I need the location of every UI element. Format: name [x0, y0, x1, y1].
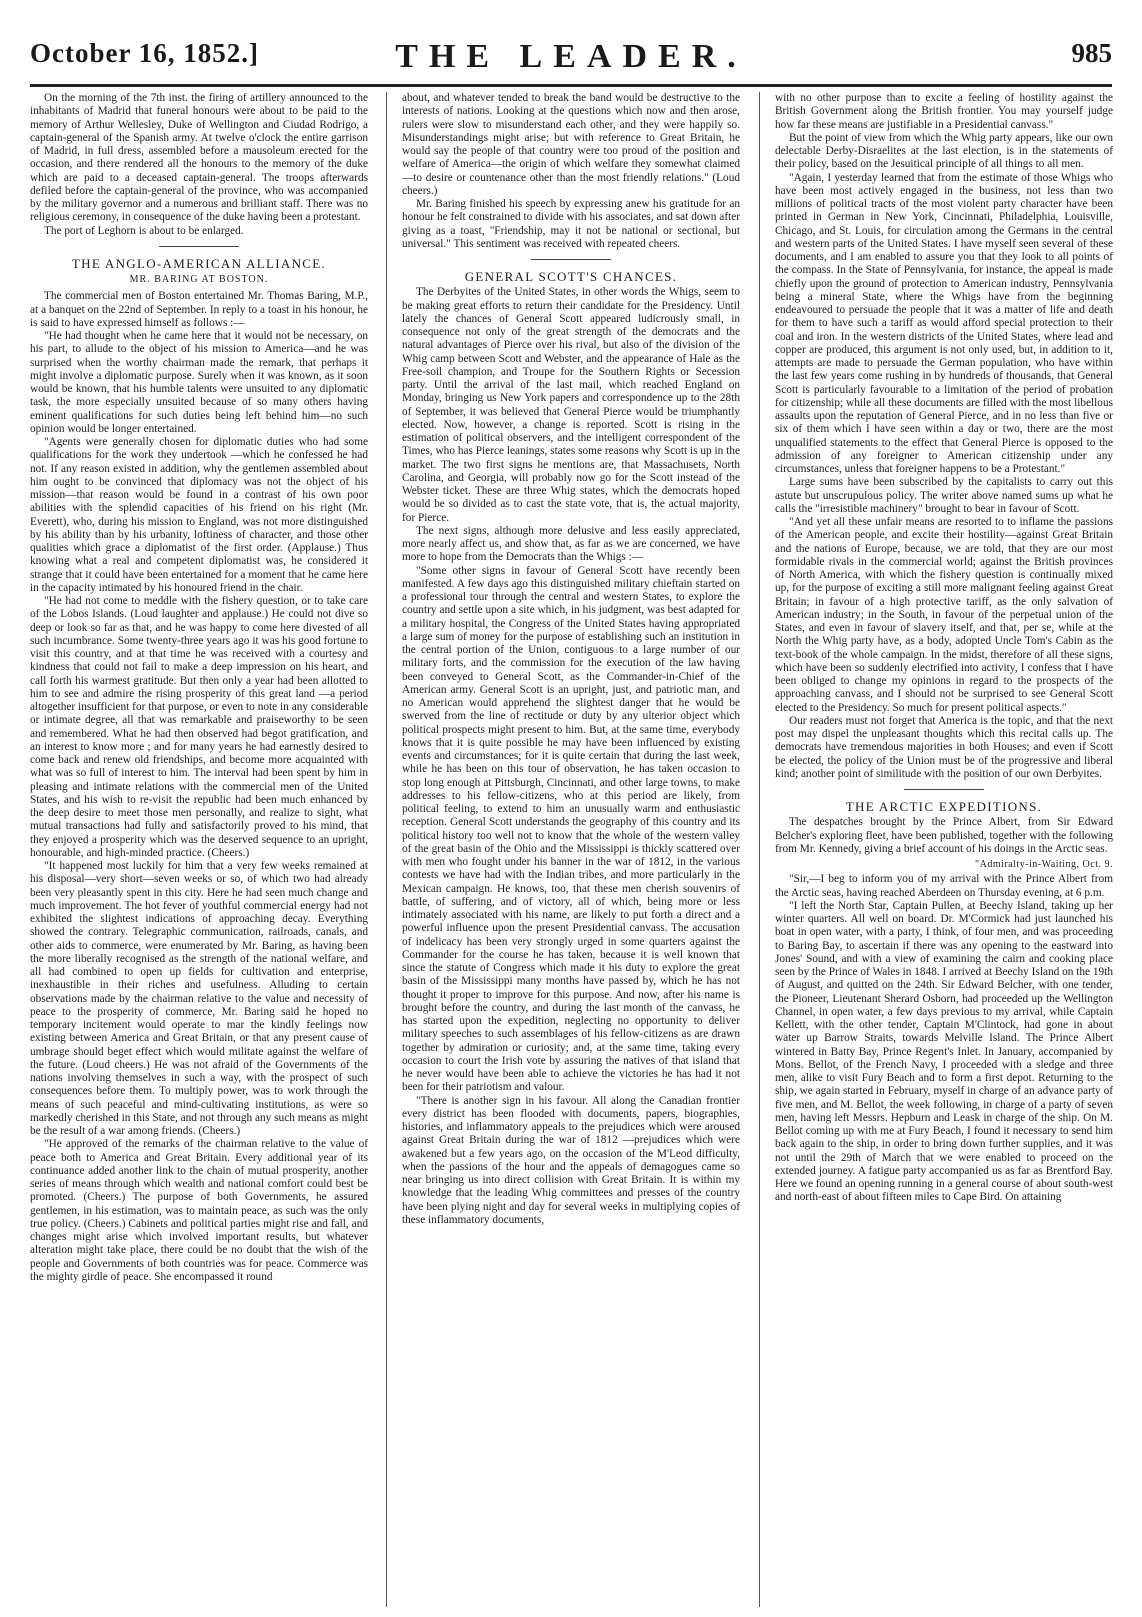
baring-quote-4: "It happened most luckily for him that a very few weeks remained at his disposal—very short—seven weeks or so, of which two had already been very pleasantly spent in this city. Here he had seen much change and much improvement. The hot fever of youthful commercial energy had not exhibited the slightest indications of approaching decay. Everything showed the contrary. Telegraphic communication, railroads, canals, and other aids to commerce, were enumerated by Mr. Baring, as having been the more liberally recognised as the strength of the national welfare, and all had combined to open up fields for cultivation and enterprise, inexhaustible in their riches and usefulness. Alluding to certain observations made by the chairman relative to the value and necessity of peace to the prosperity of commerce, Mr. Baring said he hoped no temporary incitement would operate to mar the kindly feelings now existing between America and Great Britain, or that any present cause of umbrage should beget effect which would militate against the welfare of the future. (Loud cheers.) He was not afraid of the Governments of the nations involving themselves in such a way, with the prospect of such consequences before them. To multiply power, was to work through the means of such peaceful and mind-cultivating institutions, as were so markedly cherished in this State, and not through any such means as might be the result of a war among friends. (Cheers.)	[30, 860, 368, 1137]
section-rule	[159, 246, 239, 247]
baring-finish-paragraph: Mr. Baring finished his speech by expressing anew his gratitude for an honour he felt constrained to divide with his associates, and sat down after giving as a toast, "Friendship, may it not be national or sectional, but universal." This sentiment was received with repeated cheers.	[402, 198, 740, 250]
arctic-paragraph-3: "I left the North Star, Captain Pullen, at Beechy Island, taking up her winter quarters. All well on board. Dr. M'Cormick had just launched his boat in open water, with a party, I think, of four men, and was proceeding to Baring Bay, to ascertain if there was any opening to the eastward into Jones' Sound, and with a view of examining the cairn and cooking place seen by the Prince of Wales in 1848. I arrived at Beechy Island on the 19th of August, and quitted on the 24th. Sir Edward Belcher, with one tender, the Pioneer, Lieutenant Sherard Osborn, had proceeded up the Wellington Channel, in open water, a few days previous to my arrival, while Captain Kellett, with the other tender, Captain M'Clintock, had gone in about water up Barrow Straits, towards Melville Island. The Prince Albert wintered in Batty Bay, Prince Regent's Inlet. In January, accompanied by Mons. Bellot, of the French Navy, I proceeded with a sledge and three men, alike to visit Fury Beach and to form a first depot. Returning to the ship, we again started in February, myself in charge of an advance party of five men, and M. Bellot, the week following, in charge of a party of seven men, having left Messrs. Hepburn and Leask in charge of the ship. On M. Bellot coming up with me at Fury Beach, I found it necessary to send him back again to the ship, in order to bring down further supplies, and it was not until the 29th of March that we were enabled to proceed on the extended journey. A fatigue party accompanied us as far as Brentford Bay. Here we found an opening running in a general course of about south-west and north-east of about fifteen miles to Cape Bird. On attaining	[775, 899, 1113, 1204]
arctic-paragraph-2: "Sir,—I beg to inform you of my arrival with the Prince Albert from the Arctic seas, having reached Aberdeen on Thursday evening, at 6 p.m.	[775, 873, 1113, 899]
column-2	[402, 92, 740, 1607]
arctic-title: THE ARCTIC EXPEDITIONS.	[845, 799, 1043, 814]
alliance-intro: The commercial men of Boston entertained Mr. Thomas Baring, M.P., at a banquet on the 22nd of September. In reply to a toast in his honour, he is said to have expressed himself as follows :—	[30, 290, 368, 329]
readers-paragraph: Our readers must not forget that America is the topic, and that the next post may dispel the unpleasant thoughts which this recital calls up. The democrats have tremendous majorities in both Houses; and even if Scott be elected, the policy of the Union must be of the progressive and liberal kind; another point of similitude with the position of our own Derbyites.	[775, 714, 1113, 780]
column-divider	[759, 92, 760, 1607]
section-rule	[904, 789, 984, 790]
scott-quote-1: "Some other signs in favour of General Scott have recently been manifested. A few days ago this distinguished military chieftain started on a professional tour through the central and western States, to explore the country and settle upon a site which, in his judgment, was best adapted for a military hospital, the Congress of the United States having appropriated a large sum of money for the purpose of establishing such an institution in the central portion of the Union, contiguous to a large number of our military forts, and the commission for the execution of the law having been conveyed to General Scott, as the Commander-in-Chief of the American army. General Scott is an upright, just, and patriotic man, and no American would apprehend the slightest danger that he would be swerved from the line of rectitude or duty by any ulterior object which political prospects might present to him. But, at the same time, everybody knows that it is quite possible he may have been influenced by existing events and circumstances; for it is quite certain that during the last week, while he has been on this tour of observation, he has taken occasion to stop long enough at Pittsburgh, Cincinnati, and other large towns, to make addresses to his fellow-citizens, who at this period are likely, from political feeling, to extend to him an unusually warm and enthusiastic reception. General Scott understands the geography of this country and its political history too well not to know that the whole of the western valley of the great basin of the Ohio and the Mississippi is thickly scattered over with men who fought under his banner in the war of 1812, in the various contests we have had with the Indian tribes, and more particularly in the Mexican campaign. He knows, too, that these men cherish souvenirs of battle, of suffering, and of victory, all of which, being more or less intimately associated with his name, are likely to put forth a direct and a powerful influence upon the present Presidential canvass. The accusation of indelicacy has been very strongly urged in some quarters against the Commander for the course he has taken, because it is well known that since the statute of Congress which made it his duty to explore the great basin of the Mississippi many months have passed by, which he has not thought it proper to improve for this purpose. And now, after his name is brought before the country, and during the last month of the canvass, he has started upon the expedition, neglecting no opportunity to deliver military speeches to such assemblages of his fellow-citizens as are drawn together by admiration or curiosity; and, at the same time, taking every occasion to court the Irish vote by assuring the natives of that island that he never would have been able to achieve the victories he has had it not been for their patriotism and valour.	[402, 564, 740, 1094]
alliance-subtitle: MR. BARING AT BOSTON.	[129, 274, 269, 285]
baring-quote-1: "He had thought when he came here that it would not be necessary, on his part, to allude to the object of his mission to America—and he was surprised when the worthy chairman made the remark, that perhaps it might involve a diplomatic purpose. Surely when it was known, as it soon would be known, that his humble talents were unsuited to any diplomatic task, the more especially unsuited because of so many others having eminent qualifications for such duties being left behind him—no such opinion would be longer entertained.	[30, 330, 368, 435]
arctic-paragraph-1: The despatches brought by the Prince Albert, from Sir Edward Belcher's exploring fleet, have been published, together with the following from Mr. Kennedy, giving a brief account of his doings in the Arctic seas.	[775, 816, 1113, 855]
alliance-title: THE ANGLO-AMERICAN ALLIANCE.	[71, 255, 327, 271]
baring-quote-5: "He approved of the remarks of the chairman relative to the value of peace both to America and Great Britain. Every additional year of its continuance added another link to the chain of mutual prosperity, another series of means through which wealth and national comfort could best be promoted. (Cheers.) The purpose of both Governments, he assured gentlemen, in his estimation, was to maintain peace, as such was the only true policy. (Cheers.) Cabinets and political parties might rise and fall, and changes might arise which involved important results, but whatever alteration might take place, there could be no doubt that the wish of the people and Governments of both countries was for peace. Commerce was the mighty girdle of peace. She encompassed it round	[30, 1138, 368, 1283]
column-1	[30, 92, 368, 1607]
scott-paragraph-2: The next signs, although more delusive and less easily appreciated, more nearly affect us, and show that, as far as we are concerned, we have more to hope from the Democrats than the Whigs :—	[402, 524, 740, 564]
masthead	[30, 28, 1112, 80]
column-divider	[386, 92, 387, 1607]
column-3	[775, 92, 1113, 1607]
letter-dateline: "Admiralty-in-Waiting, Oct. 9.	[975, 859, 1113, 870]
newspaper-title: THE LEADER.	[395, 38, 747, 75]
scott-quote-continued: with no other purpose than to excite a feeling of hostility against the British Government along the British frontier. You may yourself judge how far these means are justifiable in a Presidential canvass."	[775, 92, 1113, 131]
scott-title: GENERAL SCOTT'S CHANCES.	[464, 269, 678, 284]
page-number: 985	[1071, 38, 1112, 68]
and-yet-quote: "And yet all these unfair means are resorted to to inflame the passions of the American people, and excite their hostility—against Great Britain and the nations of Europe, because, we are told, that they are our most formidable rivals in the commercial world; against the British provinces of North America, with which the fishery question is continually mixed up, for the purpose of exciting a still more malignant feeling against Great Britain; in favour of a high protective tariff, as the only salvation of American industry; in the South, in favour of the perpetual union of the States, and even in favour of slavery itself, and that, per se, while at the North the Whig party have, as a body, adopted Uncle Tom's Cabin as the text-book of the whole campaign. In the midst, therefore of all these signs, which have been so suddenly electrified into activity, I confess that I have been obliged to change my opinions in regard to the prospects of the approaching canvass, and I should not be surprised to see General Scott elected to the Presidency. So much for present political aspects."	[775, 516, 1113, 714]
issue-date: October 16, 1852.]	[30, 38, 259, 68]
baring-quote-3: "He had not come to meddle with the fishery question, or to take care of the Lobos Islands. (Loud laughter and applause.) He could not dive so deep or look so far as that, and he was happy to come here divested of all such incumbrance. Some twenty-three years ago it was his good fortune to visit this country, and at that time he was received with a courtesy and kindness that could not fail to make a deep impression on his heart, and call forth his warmest gratitude. But then only a year had been allotted to him to see and admire the rising prosperity of this great land —a period altogether insufficient for that purpose, or even to note in any considerable or intimate degree, all that was remarkable and praiseworthy to be seen and remembered. What he had then observed had begot gratification, and an interest to know more ; and for many years he had earnestly desired to come back and renew old friendships, and become more acquainted with what was so full of interest to him. The interval had been spent by him in pleasing and intimate relations with the commercial men of the United States, and his wish to re-visit the republic had been much enhanced by the deep desire to meet those men personally, and realize to sight, what mutual transactions had fully and satisfactorily proved to his mind, that they enjoyed a prosperity which was the deserved sequence to an upright, honourable, and high-minded practice. (Cheers.)	[30, 595, 368, 859]
baring-quote-continued: about, and whatever tended to break the band would be destructive to the interests of nations. Looking at the questions which now and then arose, rulers were slow to misunderstand each other, and they were happily so. Misunderstandings might arise; but with reference to Great Britain, he would say the people of that country were too proud of the position and welfare of America—the origin of which welfare they somewhat claimed—to desire or countenance other than the most friendly relations." (Loud cheers.)	[402, 92, 740, 197]
section-rule	[531, 259, 611, 260]
madrid-paragraph: On the morning of the 7th inst. the firing of artillery announced to the inhabitants of Madrid that funeral honours were about to be paid to the memory of Arthur Wellesley, Duke of Wellington and Ciudad Rodrigo, a captain-general of the Spanish army. At twelve o'clock the entire garrison of Madrid, in full dress, assembled before a mausoleum erected for the occasion, and there rendered all the honours to the memory of the duke which are paid to a deceased captain-general. The troops afterwards defiled before the captain-general of the province, who was accompanied by the military governor and a numerous and brilliant staff. There was no religious ceremony, in consequence of the duke having been a protestant.	[30, 92, 368, 224]
baring-quote-2: "Agents were generally chosen for diplomatic duties who had some qualifications for the work they undertook —which he confessed he had not. If any reason existed in addition, why the gentlemen assembled about him ought to be convinced that diplomacy was not the object of his mission—that reason would be found in a contrast of his own poor abilities with the splendid capacities of his friend on his right (Mr. Everett), who, during his mission to England, was not more distinguished by his ability than by his urbanity, loftiness of character, and those other qualities which grace a diplomatist of the first order. (Applause.) Thus knowing what a real and competent diplomatist was, he considered it strange that it could have been entertained for a moment that he came here in the capacity intimated by his honoured friend in the chair.	[30, 436, 368, 594]
scott-quote-2: "There is another sign in his favour. All along the Canadian frontier every district has been flooded with documents, papers, biographies, histories, and inflammatory appeals to the prejudices which were aroused against Great Britain during the war of 1812 —prejudices which were awakened but a few years ago, on the occasion of the M'Leod difficulty, when the passions of the hour and the appeals of demagogues came so near bringing us into direct collision with Great Britain. It is within my knowledge that the leading Whig committees and presses of the country have been plying night and day for several weeks in multiplying copies of these inflammatory documents,	[402, 1094, 740, 1226]
leghorn-paragraph: The port of Leghorn is about to be enlarged.	[44, 224, 244, 237]
header-rule	[30, 84, 1112, 87]
whig-paragraph: But the point of view from which the Whig party appears, like our own delectable Derby-Disraelites at the last election, is in the statements of their policy, based on the Jesuitical principle of all things to all men.	[775, 131, 1113, 171]
scott-paragraph-1: The Derbyites of the United States, in other words the Whigs, seem to be making great efforts to return their candidate for the Presidency. Until lately the chances of General Scott appeared ludicrously small, in consequence not only of the great strength of the democrats and the natural advantages of Pierce over his rival, but also of the division of the Whig camp between Scott and Webster, and the appearance of Hale as the Free-soil champion, and Troupe for the Southern Rights or Secession party. Until the arrival of the last mail, which reached England on Monday, bringing us New York papers and correspondence up to the 28th of September, it was believed that General Pierce would be triumphantly elected. Now, however, a change is reported. Scott is rising in the estimation of political observers, and the intelligent correspondent of the Times, who has Pierce leanings, states some reasons why Scott is up in the market. The two first signs he mentions are, that Massachusets, North Carolina, and Georgia, will probably now go for the Scott instead of the Webster ticket. These are three Whig states, which the democrats hoped would be so divided as to cast the state vote, that is, the actual majority, for Pierce.	[402, 286, 740, 524]
again-quote: "Again, I yesterday learned that from the estimate of those Whigs who have been most actively engaged in the business, not less than two millions of political tracts of the most violent party character have been printed in German in New York, Cincinnati, Philadelphia, Louisville, Chicago, and St. Louis, for circulation among the Germans in the central and western parts of the United States. I have myself seen several of these documents, and I am enabled to assure you that they look to all points of the compass. In the State of Pennsylvania, for instance, the appeal is made chiefly upon the ground of protection to American industry, Pennsylvania being a mineral State, where the Whigs have from the beginning endeavoured to persuade the people that it was a matter of life and death for them to have such a tariff as would afford special protection to their coal and iron. In the western districts of the United States, where lead and copper are produced, this argument is not only used, but, in addition to it, attempts are made to persuade the German population, who have within the last few years come rushing in by hundreds of thousands, that General Scott is particularly favourable to a limitation of the period of probation for citizenship; while all these documents are filled with the most libellous assaults upon the reputation of General Pierce, and in no less than five or six of them which I have seen within a day or two, there are the most unqualified statements to the effect that General Pierce is opposed to the admission of any foreigner to American citizenship under any circumstances, unless that foreigner happens to be a Protestant."	[775, 171, 1113, 475]
large-sums-paragraph: Large sums have been subscribed by the capitalists to carry out this astute but unscrupulous policy. The writer above named sums up what he calls the "irresistible machinery" brought to bear in favour of Scott.	[775, 476, 1113, 515]
